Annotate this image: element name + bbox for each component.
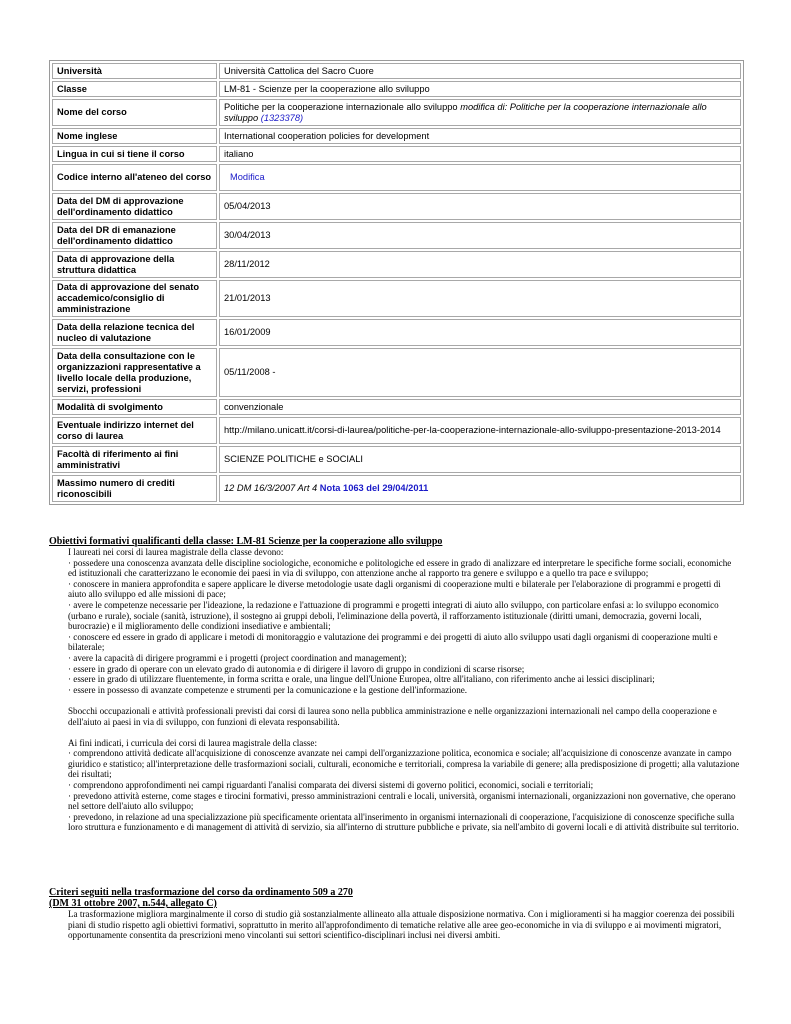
obiettivi-line: Ai fini indicati, i curricula dei corsi di laurea magistrale della classe: xyxy=(68,737,317,748)
obiettivi-line: I laureati nei corsi di laurea magistrale della classe devono: xyxy=(68,547,284,557)
row-label: Facoltà di riferimento ai fini amministrativi xyxy=(52,446,217,473)
row-crediti xyxy=(52,475,741,502)
course-name: Politiche per la cooperazione internazionale allo sviluppo xyxy=(224,101,458,112)
obiettivi-line: · comprendono approfondimenti nei campi riguardanti l'analisi comparata dei diversi sistemi di governo politici, economici, sociali e territoriali; xyxy=(68,780,594,791)
row-value: 16/01/2009 xyxy=(219,319,741,346)
row-label: Data di approvazione della struttura didattica xyxy=(52,251,217,278)
row-facolta xyxy=(52,446,741,473)
row-value xyxy=(219,99,741,126)
obiettivi-body xyxy=(68,547,741,833)
row-value: SCIENZE POLITICHE e SOCIALI xyxy=(219,446,741,473)
row-label: Università xyxy=(52,63,217,79)
obiettivi-line: · avere le competenze necessarie per l'ideazione, la redazione e l'attuazione di programmi e progetti integrati di aiuto allo sviluppo, con particolare enfasi a: lo sviluppo economico (urbano e rurale), sociale (sanità, istruzione), il sostegno ai gruppi deboli, l'eliminazione della povertà, il rafforzamento istituzionale (diritti umani, democrazia, governi locali, burocrazie) e il miglioramento delle condizioni insediative e ambientali; xyxy=(68,599,719,632)
row-nome-corso xyxy=(52,99,741,126)
row-label: Data di approvazione del senato accademico/consiglio di amministrazione xyxy=(52,280,217,317)
row-value: 21/01/2013 xyxy=(219,280,741,317)
criteri-section xyxy=(49,887,741,941)
row-data-senato xyxy=(52,280,741,317)
criteri-body xyxy=(68,909,741,941)
row-label: Data del DM di approvazione dell'ordinamento didattico xyxy=(52,193,217,220)
row-value: 30/04/2013 xyxy=(219,222,741,249)
row-data-dr xyxy=(52,222,741,249)
obiettivi-line: · possedere una conoscenza avanzata delle discipline sociologiche, economiche e politologiche ed essere in grado di analizzare ed interpretare le specifiche forme sociali, economiche ed istituzionali che caratterizzano le economie dei paesi in via di sviluppo, con attenzione anche al rapporto tra genere e sviluppo e a quello tra pace e sviluppo; xyxy=(68,557,732,579)
row-data-consultazione xyxy=(52,348,741,397)
modifica-link[interactable]: Modifica xyxy=(230,172,265,182)
row-codice-interno xyxy=(52,164,741,191)
obiettivi-line: · prevedono attività esterne, come stages e tirocini formativi, presso amministrazioni centrali e locali, università, organismi internazionali, organizzazioni non governative, che operano nel settore dell'aiuto allo sviluppo; xyxy=(68,790,736,812)
course-code-link[interactable]: (1323378) xyxy=(260,112,304,123)
row-modalita xyxy=(52,399,741,415)
obiettivi-line: · essere in possesso di avanzate competenze e strumenti per la comunicazione e la gestione dell'informazione. xyxy=(68,684,468,695)
row-label: Modalità di svolgimento xyxy=(52,399,217,415)
row-value: LM-81 - Scienze per la cooperazione allo sviluppo xyxy=(219,81,741,97)
row-lingua xyxy=(52,146,741,162)
row-value: 05/04/2013 xyxy=(219,193,741,220)
crediti-value: 12 DM 16/3/2007 Art 4 xyxy=(224,483,318,493)
row-label: Nome del corso xyxy=(52,99,217,126)
row-value: 28/11/2012 xyxy=(219,251,741,278)
obiettivi-section xyxy=(49,536,741,833)
row-data-relazione xyxy=(52,319,741,346)
sbocchi-paragraph: Sbocchi occupazionali e attività professionali previsti dai corsi di laurea sono nella pubblica amministrazione e nelle organizzazioni internazionali nel campo della cooperazione e dell'aiuto ai paesi in via di sviluppo, con funzioni di elevata responsabilità. xyxy=(68,705,717,727)
obiettivi-line: · essere in grado di operare con un elevato grado di autonomia e di dirigere il lavoro di gruppo in condizioni di scarse risorse; xyxy=(68,663,525,674)
obiettivi-line: · avere la capacità di dirigere programmi e i progetti (project coordination and management); xyxy=(68,652,407,663)
row-value: 05/11/2008 - xyxy=(219,348,741,397)
obiettivi-line: · conoscere ed essere in grado di applicare i metodi di monitoraggio e valutazione dei programmi e dei progetti di aiuto allo sviluppo usati dagli organismi di cooperazione multi e bilaterale; xyxy=(68,631,718,653)
row-value: convenzionale xyxy=(219,399,741,415)
row-indirizzo-internet xyxy=(52,417,741,444)
modifica-note: modifica di: Politiche per la cooperazione internazionale allo sviluppo xyxy=(224,101,707,123)
criteri-title xyxy=(49,887,741,909)
row-data-struttura xyxy=(52,251,741,278)
row-label: Data del DR di emanazione dell'ordinamento didattico xyxy=(52,222,217,249)
row-label: Lingua in cui si tiene il corso xyxy=(52,146,217,162)
obiettivi-line: · comprendono attività dedicate all'acquisizione di conoscenze avanzate nei campi dell'organizzazione politica, economica e sociale; all'acquisizione di conoscenze avanzate in campo giuridico e statistico; all'interpretazione delle trasformazioni sociali, culturali, economiche e territoriali, compresa la variabile di genere; alla predisposizione di progetti; alla valutazione dei risultati; xyxy=(68,748,740,780)
row-universita xyxy=(52,63,741,79)
obiettivi-line: · prevedono, in relazione ad una specializzazione più specificamente orientata all'inserimento in organismi internazionali di cooperazione, l'acquisizione di conoscenze specifiche sulla loro struttura e funzionamento e di management di attività di servizio, sia all'interno di strutture pubbliche e private, sia nell'ambito di governi locali e di attività distribuite sul territorio. xyxy=(68,811,739,833)
row-nome-inglese xyxy=(52,128,741,144)
row-value xyxy=(219,475,741,502)
criteri-title-line1: Criteri seguiti nella trasformazione del corso da ordinamento 509 a 270 xyxy=(49,887,353,898)
row-label: Data della consultazione con le organizzazioni rappresentative a livello locale della produzione, servizi, professioni xyxy=(52,348,217,397)
row-value: Università Cattolica del Sacro Cuore xyxy=(219,63,741,79)
criteri-title-line2: (DM 31 ottobre 2007, n.544, allegato C) xyxy=(49,898,217,909)
course-info-table xyxy=(49,60,744,505)
obiettivi-line: · essere in grado di utilizzare fluentemente, in forma scritta e orale, una lingue dell'Unione Europea, oltre all'italiano, con riferimento anche ai lessici disciplinari; xyxy=(68,674,655,685)
obiettivi-line: · conoscere in maniera approfondita e sapere applicare le diverse metodologie usate dagli organismi di cooperazione multi e bilaterale per l'elaborazione di programmi e progetti di aiuto allo sviluppo ed alle missioni di pace; xyxy=(68,578,721,600)
row-label: Nome inglese xyxy=(52,128,217,144)
row-value: italiano xyxy=(219,146,741,162)
row-data-dm xyxy=(52,193,741,220)
nota-link[interactable]: Nota 1063 del 29/04/2011 xyxy=(319,483,429,493)
row-label: Classe xyxy=(52,81,217,97)
row-value: International cooperation policies for development xyxy=(219,128,741,144)
row-value xyxy=(219,164,741,191)
row-label: Eventuale indirizzo internet del corso di laurea xyxy=(52,417,217,444)
criteri-paragraph: La trasformazione migliora marginalmente il corso di studio già sostanzialmente allineato alla attuale disposizione normativa. Con i miglioramenti si ha maggior coerenza dei possibili piani di studio rispetto agli obiettivi formativi, soprattutto in merito all'approfondimento di tematiche relative alle aree geo-economiche in via di sviluppo e ai movimenti migratori, opportunamente consentita da prescrizioni meno vincolanti sui settori scientifico-disciplinari inclusi nei diversi ambiti. xyxy=(68,909,735,941)
row-classe xyxy=(52,81,741,97)
row-value: http://milano.unicatt.it/corsi-di-laurea/politiche-per-la-cooperazione-internazionale-allo-sviluppo-presentazione-2013-2014 xyxy=(219,417,741,444)
row-label: Massimo numero di crediti riconoscibili xyxy=(52,475,217,502)
row-label: Data della relazione tecnica del nucleo di valutazione xyxy=(52,319,217,346)
obiettivi-title: Obiettivi formativi qualificanti della classe: LM-81 Scienze per la cooperazione allo sviluppo xyxy=(49,536,443,547)
row-label: Codice interno all'ateneo del corso xyxy=(52,164,217,191)
